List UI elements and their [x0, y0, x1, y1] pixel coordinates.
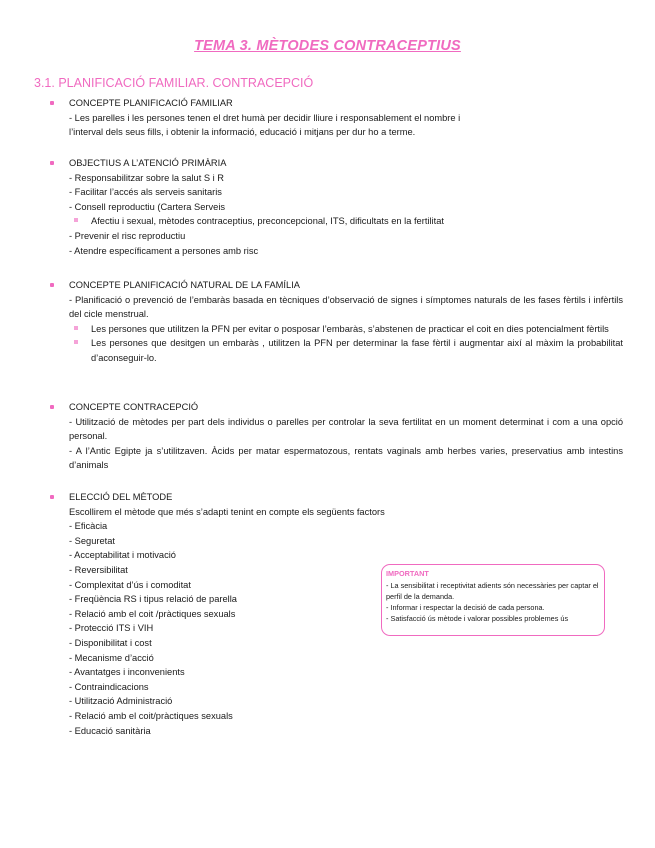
section-contraception-concept: [48, 400, 623, 473]
paragraph: - Utilització de mètodes per part dels individus o parelles per controlar la seva fertilitat en un moment determinat i com a una opció personal.: [69, 416, 623, 442]
list-item: - Avantatges i inconvenients: [69, 667, 185, 678]
text-line: - Prevenir el risc reproductiu: [69, 230, 186, 241]
list-item: - Acceptabilitat i motivació: [69, 550, 176, 561]
callout-line: - Satisfacció ús mètode i valorar possibles problemes ús: [386, 614, 569, 623]
important-callout-box: [381, 564, 605, 636]
list-item: - Contraindicacions: [69, 681, 149, 692]
heading-text: CONCEPTE CONTRACEPCIÓ: [69, 402, 199, 412]
sub-item: [48, 214, 623, 229]
intro-text: Escollirem el mètode que més s’adapti tenint en compte els següents factors: [69, 506, 385, 517]
sub-item-text: Les persones que utilitzen la PFN per evitar o posposar l’embaràs, s’abstenen de practicar el coit en dies potencialment fèrtils: [91, 323, 609, 334]
section-heading: [48, 400, 623, 415]
section-subtitle: 3.1. PLANIFICACIÓ FAMILIAR. CONTRACEPCIÓ: [34, 76, 314, 90]
text-line: - Consell reproductiu (Cartera Serveis: [69, 201, 226, 212]
sub-item: [48, 322, 623, 337]
paragraph: - A l’Antic Egipte ja s’utilitzaven. Àcids per matar espermatozous, rentats vaginals amb herbes varies, preservatius amb intestins d’animals: [69, 445, 623, 471]
section-heading: [48, 278, 623, 293]
section-heading: [48, 96, 623, 111]
list-item: - Mecanisme d’acció: [69, 652, 154, 663]
text-line: - Facilitar l’accés als serveis sanitaris: [69, 187, 222, 198]
list-item: - Complexitat d’ús i comoditat: [69, 579, 191, 590]
list-item: - Educació sanitària: [69, 725, 151, 736]
list-item: - Disponibilitat i cost: [69, 637, 152, 648]
callout-line: - La sensibilitat i receptivitat adients són necessàries per captar el perfil de la demanda.: [386, 581, 599, 601]
section-heading: [48, 156, 623, 171]
sub-item-text: Les persones que desitgen un embaràs , utilitzen la PFN per determinar la fase fèrtil i augmentar així al màxim la probabilitat d’aconseguir-lo.: [91, 338, 623, 363]
document-title: TEMA 3. MÈTODES CONTRACEPTIUS: [194, 38, 461, 54]
square-bullet-icon: [74, 326, 78, 330]
paragraph: - Planificació o prevenció de l’embaràs basada en tècniques d’observació de signes i símptomes naturals de les fases fèrtils i infèrtils del cicle menstrual.: [69, 294, 623, 320]
text-line: l’interval dels seus fills, i obtenir la informació, educació i mitjans per dur ho a terme.: [69, 127, 416, 138]
section-natural-family-planning: [48, 278, 623, 366]
sub-item-text: Afectiu i sexual, mètodes contraceptius, preconcepcional, ITS, dificultats en la fertilitat: [91, 216, 444, 227]
text-line: - Responsabilitzar sobre la salut S i R: [69, 172, 225, 183]
sub-item: [48, 336, 623, 365]
heading-text: CONCEPTE PLANIFICACIÓ FAMILIAR: [69, 98, 233, 108]
section-family-planning-concept: [48, 96, 623, 140]
list-item: - Relació amb el coit/pràctiques sexuals: [69, 710, 233, 721]
list-item: - Reversibilitat: [69, 564, 128, 575]
pink-bullet-icon: [50, 283, 54, 287]
text-line: - Les parelles i les persones tenen el dret humà per decidir lliure i responsablement el nombre i: [69, 112, 461, 123]
callout-line: - Informar i respectar la decisió de cada persona.: [386, 603, 545, 612]
list-item: - Protecció ITS i VIH: [69, 623, 154, 634]
pink-bullet-icon: [50, 405, 54, 409]
list-item: - Seguretat: [69, 535, 115, 546]
heading-text: ELECCIÓ DEL MÈTODE: [69, 492, 173, 502]
list-item: - Eficàcia: [69, 521, 108, 532]
pink-bullet-icon: [50, 101, 54, 105]
text-line: - Atendre específicament a persones amb risc: [69, 245, 259, 256]
callout-title: IMPORTANT: [386, 569, 429, 578]
list-item: - Freqüència RS i tipus relació de parella: [69, 594, 237, 605]
square-bullet-icon: [74, 340, 78, 344]
section-heading: [48, 490, 623, 505]
list-item: - Relació amb el coit /pràctiques sexuals: [69, 608, 236, 619]
section-primary-care-objectives: [48, 156, 623, 258]
pink-bullet-icon: [50, 495, 54, 499]
square-bullet-icon: [74, 218, 78, 222]
list-item: - Utilització Administració: [69, 696, 173, 707]
pink-bullet-icon: [50, 161, 54, 165]
heading-text: CONCEPTE PLANIFICACIÓ NATURAL DE LA FAMÍLIA: [69, 280, 300, 290]
heading-text: OBJECTIUS A L’ATENCIÓ PRIMÀRIA: [69, 158, 227, 168]
